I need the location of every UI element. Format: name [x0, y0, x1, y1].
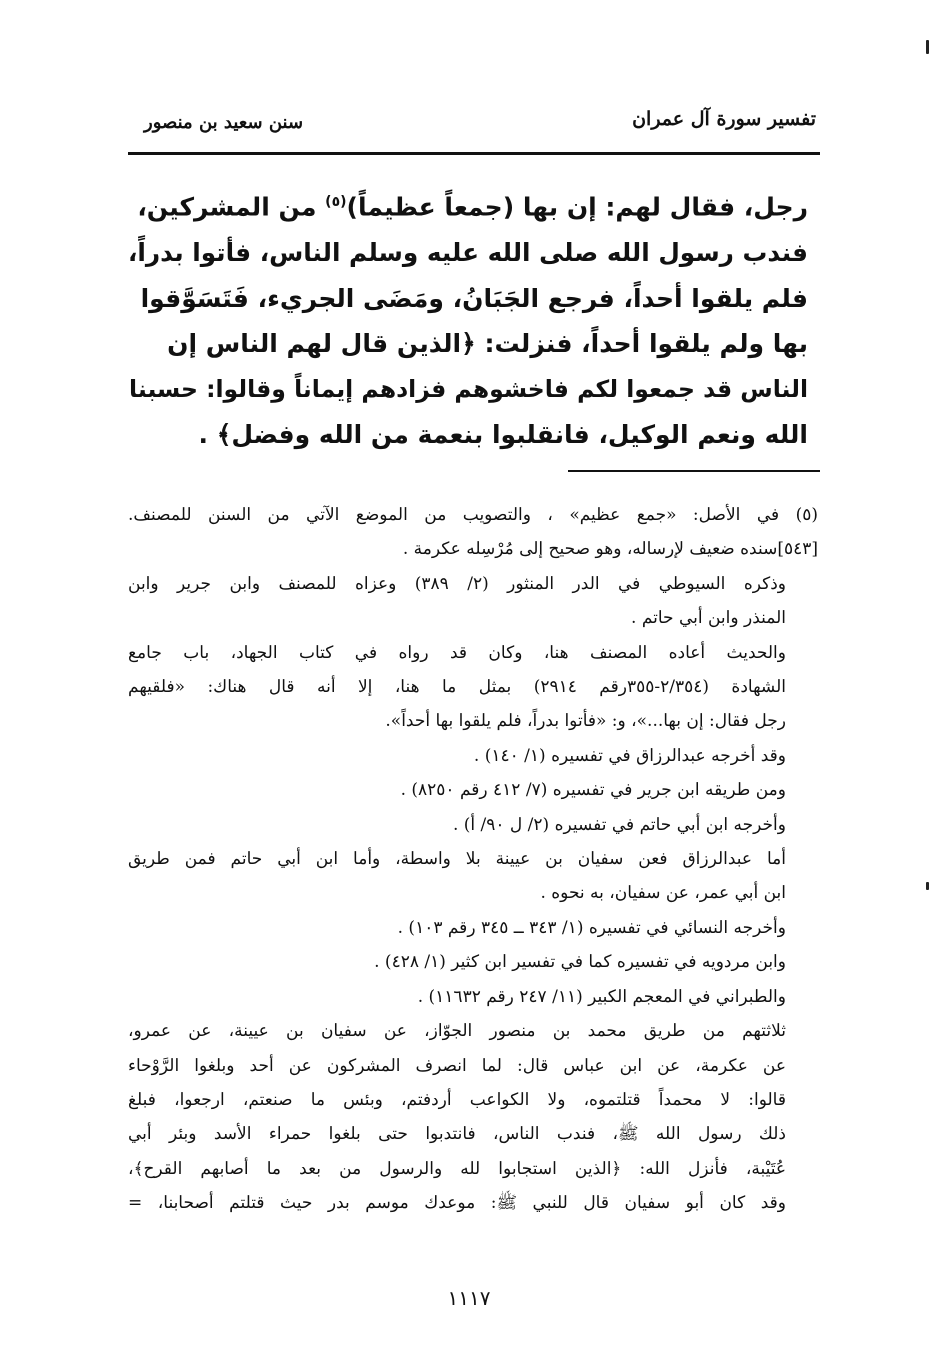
main-line-2: فندب رسول الله صلى الله عليه وسلم الناس، فأتوا بدراً،	[127, 237, 808, 267]
main-line-5: الناس قد جمعوا لكم فاخشوهم فزادهم إيماناً وقالوا: حسبنا	[129, 374, 808, 403]
main-line-1-end: من المشركين،	[137, 192, 326, 222]
scan-speck	[926, 40, 929, 54]
footnote-line: ثلاثتهم من طريق محمد بن منصور الجوّاز، عن سفيان بن عيينة، عن عمرو،	[128, 1021, 786, 1042]
header-rule	[128, 152, 820, 155]
footnote-line: قالوا: لا محمداً قتلتموه، ولا الكواعب أردفتم، وبئس ما صنعتم، ارجعوا، فبلغ	[128, 1089, 786, 1110]
footnote-line: عن عكرمة، عن ابن عباس قال: لما انصرف المشركون عن أحد وبلغوا الرَّوْحاء	[128, 1055, 786, 1076]
footnotes	[128, 498, 818, 1221]
book-title: سنن سعيد بن منصور	[144, 112, 304, 133]
footnote-line: رجل فقال: إن بها...»، و: «فأتوا بدراً، فلم يلقوا بها أحداً».	[385, 711, 786, 732]
chapter-title: تفسير سورة آل عمران	[632, 108, 816, 130]
footnote-line: أما عبدالرزاق فعن سفيان بن عيينة بلا واسطة، وأما ابن أبي حاتم فمن طريق	[128, 849, 786, 870]
footnote-line: ابن أبي عمر، عن سفيان، به نحوه .	[540, 883, 786, 904]
main-line-6: الله ونعم الوكيل، فانقلبوا بنعمة من الله وفضل﴾ .	[198, 420, 808, 450]
scan-speck	[926, 882, 929, 890]
footnote-line: والحديث أعاده المصنف هنا، وكان قد رواه في كتاب الجهاد، باب جامع	[128, 642, 786, 663]
main-line-1-start: رجل، فقال لهم: إن بها (جمعاً عظيماً)	[346, 192, 808, 222]
footnote-line: وابن مردويه في تفسيره كما في تفسير ابن كثير (١/ ٤٢٨) .	[374, 952, 786, 973]
footnote-line: المنذر وابن أبي حاتم .	[631, 608, 786, 629]
main-line-3: فلم يلقوا أحداً، فرجع الجَبَانُ، ومَضَى الجريء، فَتَسَوَّقوا	[140, 283, 808, 313]
footnote-line: ذلك رسول الله ﷺ، فندب الناس، فانتدبوا حتى بلغوا حمراء الأسد وبئر أبي	[128, 1124, 786, 1145]
footnote-line: عُتَيْبة، فأنزل الله: ﴿الذين استجابوا لله والرسول من بعد ما أصابهم القرح﴾،	[128, 1158, 786, 1179]
page-number: ١١١٧	[447, 1286, 491, 1310]
footnote-line: وذكره السيوطي في الدر المنثور (٢/ ٣٨٩) وعزاه للمصنف وابن جرير وابن	[128, 573, 786, 594]
main-text	[126, 180, 808, 458]
running-header	[140, 104, 818, 148]
footnote-line: وأخرجه النسائي في تفسيره (١/ ٣٤٣ ــ ٣٤٥ رقم ١٠٣) .	[397, 917, 786, 938]
footnote-line: الشهادة (٢/٣٥٤-٣٥٥رقم ٢٩١٤) بمثل ما هنا، إلا أنه قال هناك: «فلقيهم	[128, 677, 786, 698]
main-line-1	[126, 180, 808, 230]
footnote-reference: (٥)	[325, 194, 347, 210]
footnote-line: والطبراني في المعجم الكبير (١١/ ٢٤٧ رقم ١١٦٣٢) .	[417, 986, 786, 1007]
footnote-line: ومن طريقه ابن جرير في تفسيره (٧/ ٤١٢ رقم ٨٢٥٠) .	[400, 780, 786, 801]
footnote-line: وأخرجه ابن أبي حاتم في تفسيره (٢/ ل ٩٠/ أ) .	[452, 814, 786, 835]
main-line-4: بها ولم يلقوا أحداً، فنزلت: ﴿الذين قال لهم الناس إن	[167, 329, 808, 359]
footnote-line: (٥) في الأصل: «جمع عظيم» ، والتصويب من الموضع الآتي من السنن للمصنف.	[128, 505, 818, 525]
footnote-line: وقد أخرجه عبدالرزاق في تفسيره (١/ ١٤٠) .	[473, 745, 786, 766]
footnote-separator	[568, 470, 820, 472]
footnote-line: وقد كان أبو سفيان قال للنبي ﷺ: موعدك موسم بدر حيث قتلتم أصحابنا، =	[128, 1193, 786, 1214]
footnote-line: [٥٤٣]سنده ضعيف لإرساله، وهو صحيح إلى مُرْسِله عكرمة .	[402, 539, 818, 560]
